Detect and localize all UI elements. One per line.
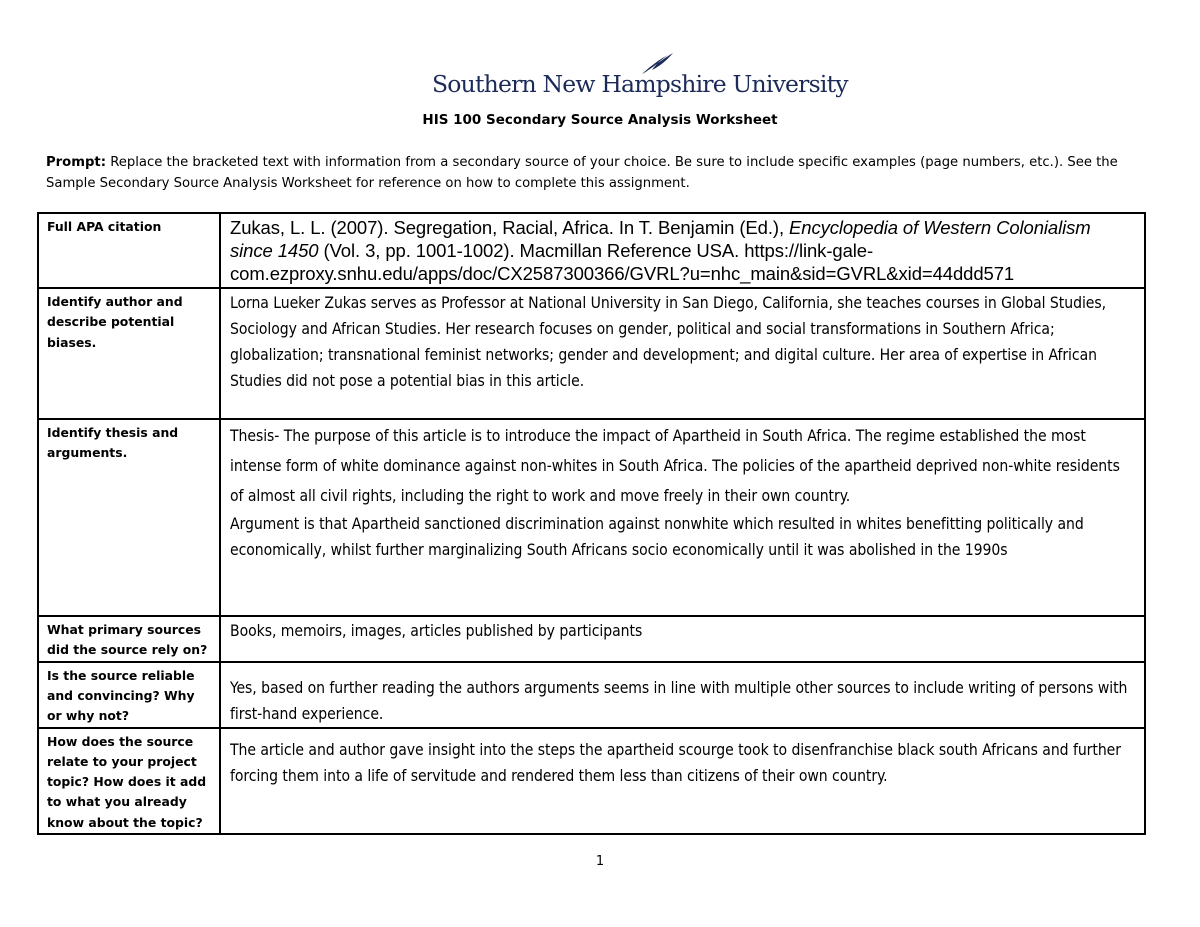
citation-cell [220,213,1145,288]
table-row-reliability [38,662,1145,728]
prompt-text: Replace the bracketed text with information from a secondary source of your choice. Be sure to include specific examples (page numbers, etc.). See the Sample Secondary Source Analysis Worksheet for reference on how to complete this assignment. [46,155,1118,191]
prompt-label: Prompt: [46,155,106,170]
row-label: Identify thesis and arguments. [38,419,220,616]
table-row-author [38,288,1145,419]
page-number: 1 [595,854,605,869]
thesis-text: Thesis- The purpose of this article is to introduce the impact of Apartheid in South Africa. The regime established the most intense form of white dominance against non-whites in South Africa. The policies of the apartheid deprived non-white residents of almost all civil rights, including the right to work and move freely in their own country. [230,427,1120,505]
table-row-relation [38,728,1145,834]
primary-sources-cell: Books, memoirs, images, articles published by participants [220,616,1145,662]
prompt-paragraph [46,152,1156,194]
row-label: What primary sources did the source rely on? [38,616,220,662]
reliability-cell: Yes, based on further reading the authors arguments seems in line with multiple other sources to include writing of persons with first-hand experience. [220,662,1145,728]
row-label: Full APA citation [38,213,220,288]
university-logo [432,52,848,104]
relation-cell: The article and author gave insight into the steps the apartheid scourge took to disenfranchise black south Africans and further forcing them into a life of servitude and rendered them less than citizens of their own country. [220,728,1145,834]
document-title: HIS 100 Secondary Source Analysis Worksheet [422,112,778,128]
argument-text: Argument is that Apartheid sanctioned discrimination against nonwhite which resulted in whites benefitting politically and economically, whilst further marginalizing South Africans socio economically until it was abolished in the 1990s [230,515,1084,559]
row-label: How does the source relate to your project topic? How does it add to what you already know about the topic? [38,728,220,834]
table-row-thesis [38,419,1145,616]
row-label: Is the source reliable and convincing? Why or why not? [38,662,220,728]
table-row-citation [38,213,1145,288]
table-row-primary-sources [38,616,1145,662]
logo-wordmark: Southern New Hampshire University [432,70,848,98]
worksheet-table [37,212,1146,835]
citation-book-title: Encyclopedia of Western Colonialism since 1450 [230,217,1091,261]
citation-text-rest: (Vol. 3, pp. 1001-1002). Macmillan Reference USA. https://link-gale-com.ezproxy.snhu.edu/apps/doc/CX2587300366/GVRL?u=nhc_main&sid=GVRL&xid=44ddd571 [230,240,1015,284]
thesis-arguments-cell [220,419,1145,616]
citation-text: Zukas, L. L. (2007). Segregation, Racial, Africa. In T. Benjamin (Ed.), [230,217,790,238]
row-label: Identify author and describe potential biases. [38,288,220,419]
author-biases-cell: Lorna Lueker Zukas serves as Professor at National University in San Diego, California, she teaches courses in Global Studies, Sociology and African Studies. Her research focuses on gender, political and social transformations in Southern Africa; globalization; transnational feminist networks; gender and development; and digital culture. Her area of expertise in African Studies did not pose a potential bias in this article. [220,288,1145,419]
